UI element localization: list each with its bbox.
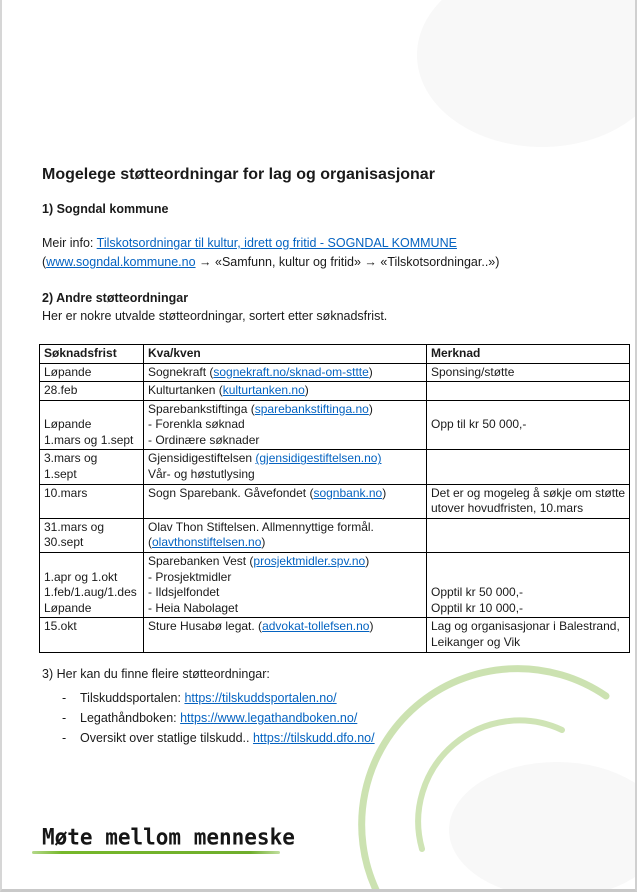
bullet-list-item <box>62 688 375 708</box>
cell-line: Sponsing/støtte <box>431 364 515 379</box>
cell-line <box>431 535 625 551</box>
hyperlink[interactable]: https://www.legathandboken.no/ <box>180 711 358 725</box>
bullet-list-item <box>62 708 375 728</box>
table-row <box>40 553 630 618</box>
table-cell-merknad <box>427 518 630 552</box>
cell-line: - Heia Nabolaget <box>148 600 239 615</box>
cell-line <box>431 467 625 483</box>
green-arc-inner <box>418 720 562 849</box>
cell-line <box>431 570 625 586</box>
bullet-dash: - <box>62 711 67 725</box>
bullet-dash: - <box>62 731 67 745</box>
hyperlink[interactable]: www.sogndal.kommune.no <box>46 255 196 269</box>
table-row <box>40 484 630 518</box>
hyperlink[interactable]: sparebankstiftinga.no <box>254 401 369 416</box>
cell-line: 31.mars og <box>44 519 105 534</box>
cell-line: Opptil kr 10 000,- <box>431 600 524 615</box>
cell-line <box>431 402 625 418</box>
cell-line: 1.sept <box>44 467 77 482</box>
green-arc-outer <box>362 669 606 892</box>
table-cell-kva <box>144 553 427 618</box>
hyperlink[interactable]: sognekraft.no/sknad-om-sttte <box>213 364 369 379</box>
section-2-subtext: Her er nokre utvalde støtteordningar, sortert etter søknadsfrist. <box>42 309 388 323</box>
cell-line: 10.mars <box>44 485 88 500</box>
table-cell-merknad <box>427 400 630 450</box>
table-header-cell: Søknadsfrist <box>40 345 144 364</box>
table-cell-kva <box>144 518 427 552</box>
cell-line: Leikanger og Vik <box>431 635 521 649</box>
cell-line: Løpande <box>44 364 92 379</box>
cell-line <box>431 433 625 449</box>
cell-line: 30.sept <box>44 535 84 550</box>
hyperlink[interactable]: (gjensidigestiftelsen.no) <box>255 451 382 466</box>
cell-line: utover hovudfristen, 10.mars <box>431 501 584 516</box>
table-cell-kva <box>144 400 427 450</box>
table-cell-kva <box>144 450 427 484</box>
cell-line <box>431 451 625 467</box>
watermark-blob-bottom-right <box>449 762 637 892</box>
table-header-cell: Kva/kven <box>144 345 427 364</box>
support-schemes-table <box>39 344 630 653</box>
table-cell-frist <box>40 400 144 450</box>
cell-line <box>44 554 139 570</box>
table-cell-merknad <box>427 553 630 618</box>
bullet-dash: - <box>62 691 67 705</box>
watermark-blob-top-right <box>417 0 637 147</box>
table-cell-kva <box>144 382 427 401</box>
cell-line: 1.mars og 1.sept <box>44 432 134 447</box>
footer-tagline-underline <box>32 851 280 854</box>
hyperlink[interactable]: olavthonstiftelsen.no <box>152 535 262 550</box>
table-cell-merknad <box>427 450 630 484</box>
table-cell-merknad <box>427 363 630 382</box>
cell-line: - Prosjektmidler <box>148 569 232 584</box>
cell-line: Løpande <box>44 417 92 432</box>
section-1-info-line-2: (www.sogndal.kommune.no → «Samfunn, kultur og fritid» → «Tilskotsordningar..») <box>42 255 500 269</box>
cell-line: - Forenkla søknad <box>148 417 245 432</box>
cell-line: Sognekraft (sognekraft.no/sknad-om-sttte) <box>148 364 373 379</box>
table-row <box>40 450 630 484</box>
table-row <box>40 518 630 552</box>
table-cell-frist <box>40 363 144 382</box>
footer-tagline: Møte mellom menneske <box>42 824 295 850</box>
cell-line: Opp til kr 50 000,- <box>431 417 527 432</box>
hyperlink[interactable]: prosjektmidler.spv.no <box>253 554 366 569</box>
table-header-row <box>40 345 630 364</box>
cell-line: Sture Husabø legat. (advokat-tollefsen.no) <box>148 619 374 634</box>
cell-line <box>44 402 139 418</box>
table-cell-frist <box>40 450 144 484</box>
cell-line: Sparebankstiftinga (sparebankstiftinga.no) <box>148 401 373 416</box>
table-cell-frist <box>40 518 144 552</box>
hyperlink[interactable]: https://tilskuddsportalen.no/ <box>184 691 337 705</box>
table-row <box>40 400 630 450</box>
bullet-text: Tilskuddsportalen: https://tilskuddsportalen.no/ <box>80 691 337 705</box>
table-cell-merknad <box>427 618 630 652</box>
section-2-heading: 2) Andre støtteordningar <box>42 291 189 305</box>
cell-line: 15.okt <box>44 619 77 634</box>
table-cell-frist <box>40 484 144 518</box>
hyperlink[interactable]: advokat-tollefsen.no <box>262 619 370 634</box>
hyperlink[interactable]: sognbank.no <box>313 485 383 500</box>
section-1-info-line-1: Meir info: Tilskotsordningar til kultur, idrett og fritid - SOGNDAL KOMMUNE <box>42 236 457 250</box>
cell-line: Løpande <box>44 600 92 615</box>
table-row <box>40 382 630 401</box>
table-cell-frist <box>40 618 144 652</box>
cell-line <box>431 520 625 536</box>
cell-line: - Ordinære søknader <box>148 432 260 447</box>
section-3-list <box>62 688 375 748</box>
hyperlink[interactable]: https://tilskudd.dfo.no/ <box>252 731 375 745</box>
cell-line: Lag og organisasjonar i Balestrand, <box>431 619 620 634</box>
table-cell-merknad <box>427 484 630 518</box>
table-row <box>40 363 630 382</box>
cell-line: 28.feb <box>44 383 78 398</box>
table-cell-kva <box>144 618 427 652</box>
cell-line: Sogn Sparebank. Gåvefondet (sognbank.no) <box>148 485 387 500</box>
hyperlink[interactable]: kulturtanken.no <box>222 383 305 398</box>
section-3-heading: 3) Her kan du finne fleire støtteordningar: <box>42 667 270 681</box>
table-cell-kva <box>144 363 427 382</box>
cell-line <box>431 554 625 570</box>
table-cell-merknad <box>427 382 630 401</box>
cell-line: 1.apr og 1.okt <box>44 569 118 584</box>
table-cell-kva <box>144 484 427 518</box>
document-title: Mogelege støtteordningar for lag og organisasjonar <box>42 166 435 183</box>
table-row <box>40 618 630 652</box>
cell-line: Gjensidigestiftelsen (gjensidigestiftelsen.no) <box>148 451 382 466</box>
table-cell-frist <box>40 553 144 618</box>
cell-line: Opptil kr 50 000,- <box>431 585 524 600</box>
table-cell-frist <box>40 382 144 401</box>
cell-line: Sparebanken Vest (prosjektmidler.spv.no) <box>148 554 370 569</box>
section-1-heading: 1) Sogndal kommune <box>42 202 169 216</box>
cell-line: Kulturtanken (kulturtanken.no) <box>148 383 309 398</box>
table-body <box>40 363 630 652</box>
cell-line: 3.mars og <box>44 451 98 466</box>
table-header-cell: Merknad <box>427 345 630 364</box>
cell-line: Vår- og høstutlysing <box>148 467 255 482</box>
cell-line: - Ildsjelfondet <box>148 585 220 600</box>
bullet-list-item <box>62 728 375 748</box>
bullet-text: Oversikt over statlige tilskudd.. https://tilskudd.dfo.no/ <box>80 731 375 745</box>
hyperlink[interactable]: Tilskotsordningar til kultur, idrett og fritid - SOGNDAL KOMMUNE <box>96 236 457 250</box>
cell-line: 1.feb/1.aug/1.des <box>44 585 137 600</box>
cell-line <box>431 383 625 399</box>
cell-line: Det er og mogeleg å søkje om støtte <box>431 485 626 500</box>
bullet-text: Legathåndboken: https://www.legathandboken.no/ <box>80 711 358 725</box>
cell-line: Olav Thon Stiftelsen. Allmennyttige formål. <box>148 519 374 534</box>
cell-line: (olavthonstiftelsen.no) <box>148 535 266 550</box>
